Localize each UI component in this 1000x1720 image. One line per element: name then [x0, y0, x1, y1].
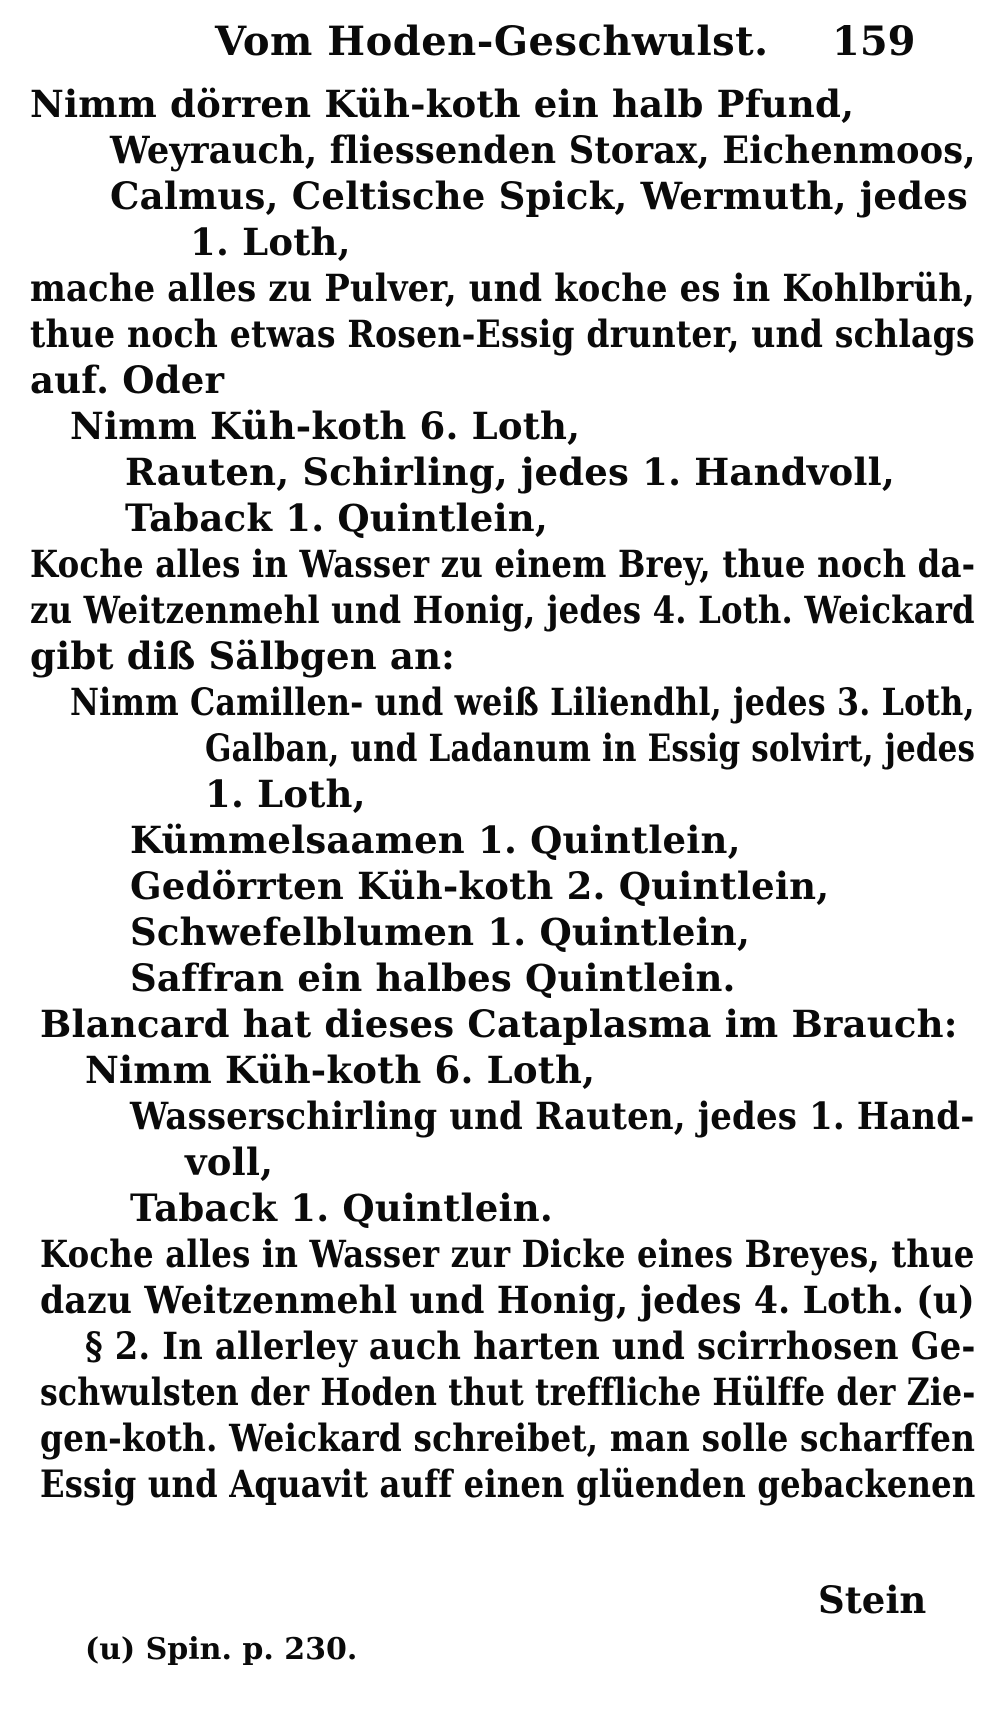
text-line: Koche alles in Wasser zur Dicke eines Breyes, thue — [40, 1232, 975, 1276]
text-line: auf. Oder — [30, 358, 225, 402]
text-line: Koche alles in Wasser zu einem Brey, thue noch da- — [30, 542, 976, 586]
text-line: Rauten, Schirling, jedes 1. Handvoll, — [125, 450, 895, 494]
text-line: Nimm dörren Küh-koth ein halb Pfund, — [30, 82, 855, 126]
text-line: Wasserschirling und Rauten, jedes 1. Hand- — [130, 1094, 975, 1138]
text-line: dazu Weitzenmehl und Honig, jedes 4. Loth. (u) — [40, 1278, 975, 1322]
text-line: Schwefelblumen 1. Quintlein, — [130, 910, 751, 954]
text-line: mache alles zu Pulver, und koche es in Kohlbrüh, — [30, 266, 976, 310]
text-line: gen-koth. Weickard schreibet, man solle scharffen — [40, 1416, 976, 1460]
text-line: Taback 1. Quintlein. — [130, 1186, 553, 1230]
text-line: Nimm Küh-koth 6. Loth, — [70, 404, 581, 448]
text-line: gibt diß Sälbgen an: — [30, 634, 456, 678]
text-line: Weyrauch, fliessenden Storax, Eichenmoos, — [110, 128, 976, 172]
text-line: Galban, und Ladanum in Essig solvirt, jedes — [205, 726, 976, 770]
footnote: (u) Spin. p. 230. — [85, 1632, 358, 1667]
text-line: 1. Loth, — [205, 772, 366, 816]
text-line: zu Weitzenmehl und Honig, jedes 4. Loth. Weickard — [30, 588, 975, 632]
text-line: 1. Loth, — [190, 220, 351, 264]
text-line: schwulsten der Hoden thut treffliche Hülffe der Zie- — [40, 1370, 976, 1414]
text-line: Calmus, Celtische Spick, Wermuth, jedes — [110, 174, 968, 218]
text-line: Nimm Küh-koth 6. Loth, — [85, 1048, 596, 1092]
text-line: Kümmelsaamen 1. Quintlein, — [130, 818, 741, 862]
text-line: thue noch etwas Rosen-Essig drunter, und schlags — [30, 312, 975, 356]
running-header — [0, 18, 1000, 74]
text-line: Taback 1. Quintlein, — [125, 496, 548, 540]
running-title: Vom Hoden-Geschwulst. — [215, 18, 769, 65]
text-line: Blancard hat dieses Cataplasma im Brauch: — [40, 1002, 958, 1046]
text-line: Gedörrten Küh-koth 2. Quintlein, — [130, 864, 830, 908]
text-line: Essig und Aquavit auff einen glüenden gebackenen — [40, 1462, 976, 1506]
text-line: § 2. In allerley auch harten und scirrhosen Ge- — [85, 1324, 976, 1368]
text-line: voll, — [185, 1140, 274, 1184]
catchword: Stein — [818, 1578, 927, 1622]
text-line: Nimm Camillen- und weiß Liliendhl, jedes 3. Loth, — [70, 680, 975, 724]
page-number: 159 — [832, 18, 916, 65]
text-line: Saffran ein halbes Quintlein. — [130, 956, 736, 1000]
